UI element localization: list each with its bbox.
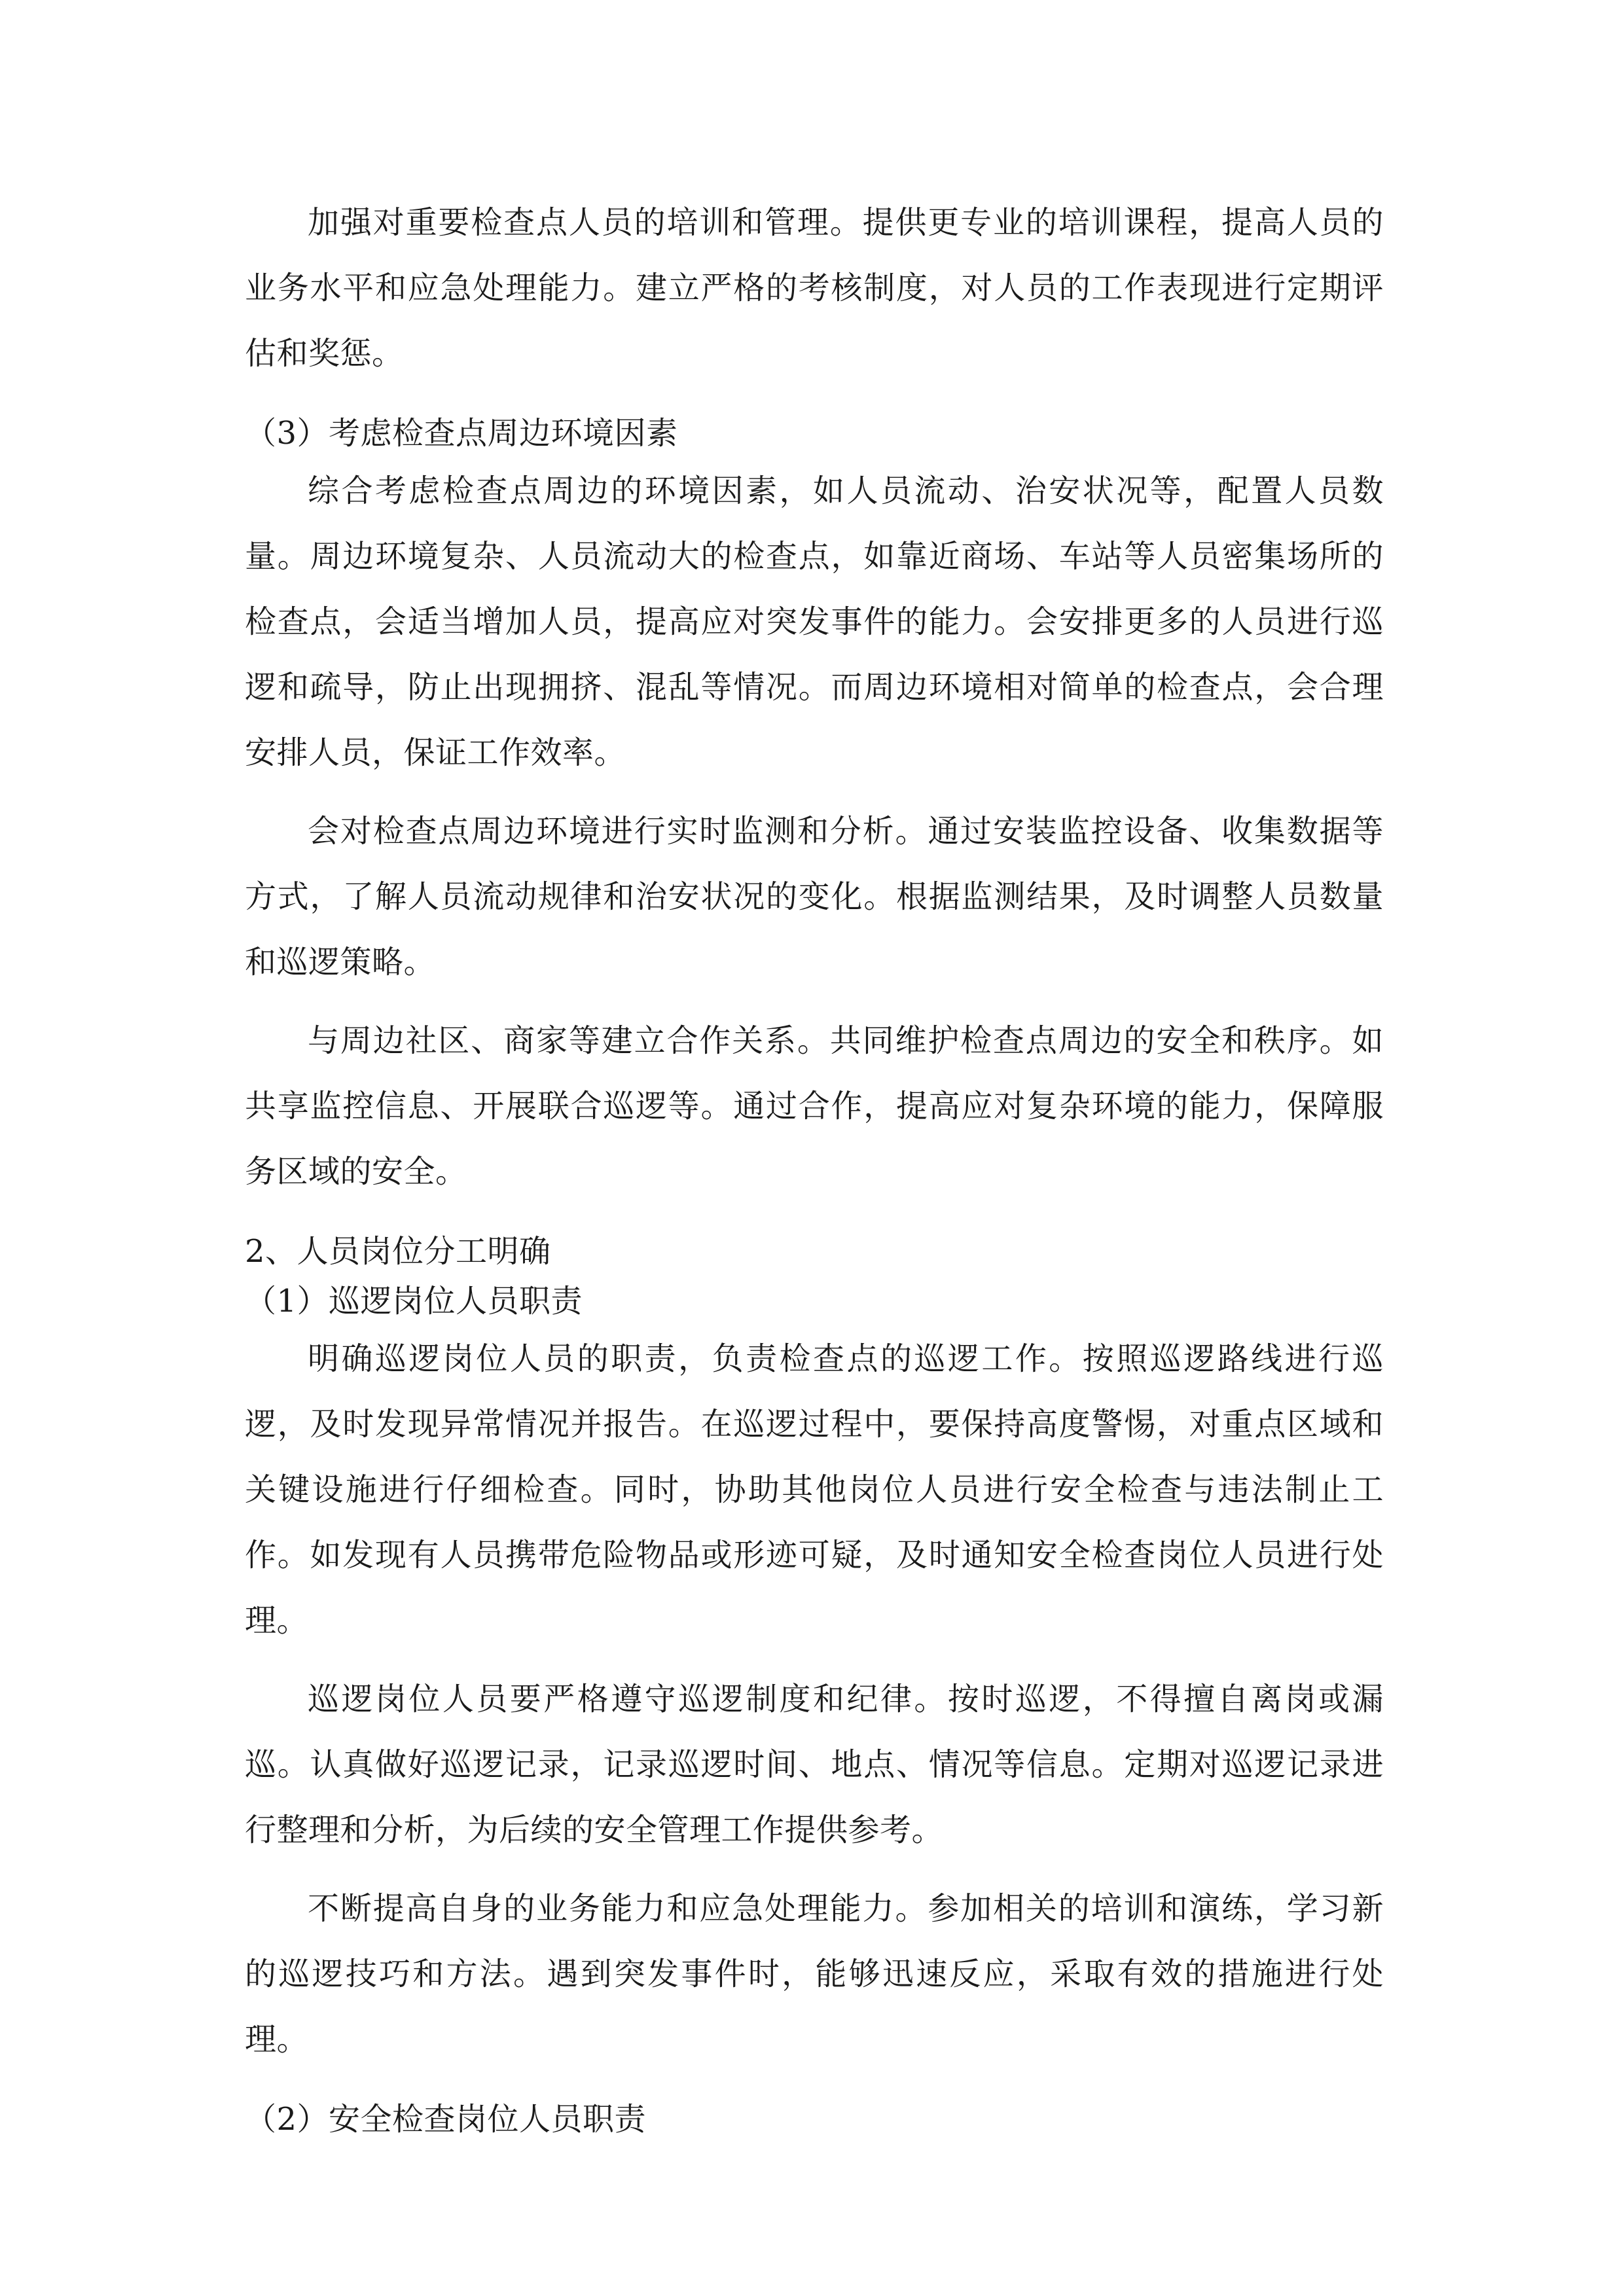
paragraph-realtime-monitoring: 会对检查点周边环境进行实时监测和分析。通过安装监控设备、收集数据等方式，了解人员流动规律和治安状况的变化。根据监测结果，及时调整人员数量和巡逻策略。 [245,813,1384,980]
paragraph-patrol-discipline: 巡逻岗位人员要严格遵守巡逻制度和纪律。按时巡逻，不得擅自离岗或漏巡。认真做好巡逻记录，记录巡逻时间、地点、情况等信息。定期对巡逻记录进行整理和分析，为后续的安全管理工作提供参考。 [245,1681,1384,1848]
paragraph-patrol-responsibility: 明确巡逻岗位人员的职责，负责检查点的巡逻工作。按照巡逻路线进行巡逻，及时发现异常情况并报告。在巡逻过程中，要保持高度警惕，对重点区域和关键设施进行仔细检查。同时，协助其他岗位人员进行安全检查与违法制止工作。如发现有人员携带危险物品或形迹可疑，及时通知安全检查岗位人员进行处理。 [245,1340,1384,1639]
paragraph-training-management: 加强对重要检查点人员的培训和管理。提供更专业的培训课程，提高人员的业务水平和应急处理能力。建立严格的考核制度，对人员的工作表现进行定期评估和奖惩。 [245,204,1384,372]
heading-security-check-duties: （2）安全检查岗位人员职责 [245,2101,647,2138]
paragraph-skill-improvement: 不断提高自身的业务能力和应急处理能力。参加相关的培训和演练，学习新的巡逻技巧和方法。遇到突发事件时，能够迅速反应，采取有效的措施进行处理。 [245,1890,1384,2058]
paragraph-environment-consideration: 综合考虑检查点周边的环境因素，如人员流动、治安状况等，配置人员数量。周边环境复杂、人员流动大的检查点，如靠近商场、车站等人员密集场所的检查点，会适当增加人员，提高应对突发事件的能力。会安排更多的人员进行巡逻和疏导，防止出现拥挤、混乱等情况。而周边环境相对简单的检查点，会合理安排人员，保证工作效率。 [245,473,1384,771]
heading-patrol-duties: （1）巡逻岗位人员职责 [245,1283,583,1319]
heading-position-division: 2、人员岗位分工明确 [245,1233,551,1270]
paragraph-community-cooperation: 与周边社区、商家等建立合作关系。共同维护检查点周边的安全和秩序。如共享监控信息、开展联合巡逻等。通过合作，提高应对复杂环境的能力，保障服务区域的安全。 [245,1022,1384,1190]
document-body [245,190,1384,2144]
heading-environment-factors: （3）考虑检查点周边环境因素 [245,415,678,452]
